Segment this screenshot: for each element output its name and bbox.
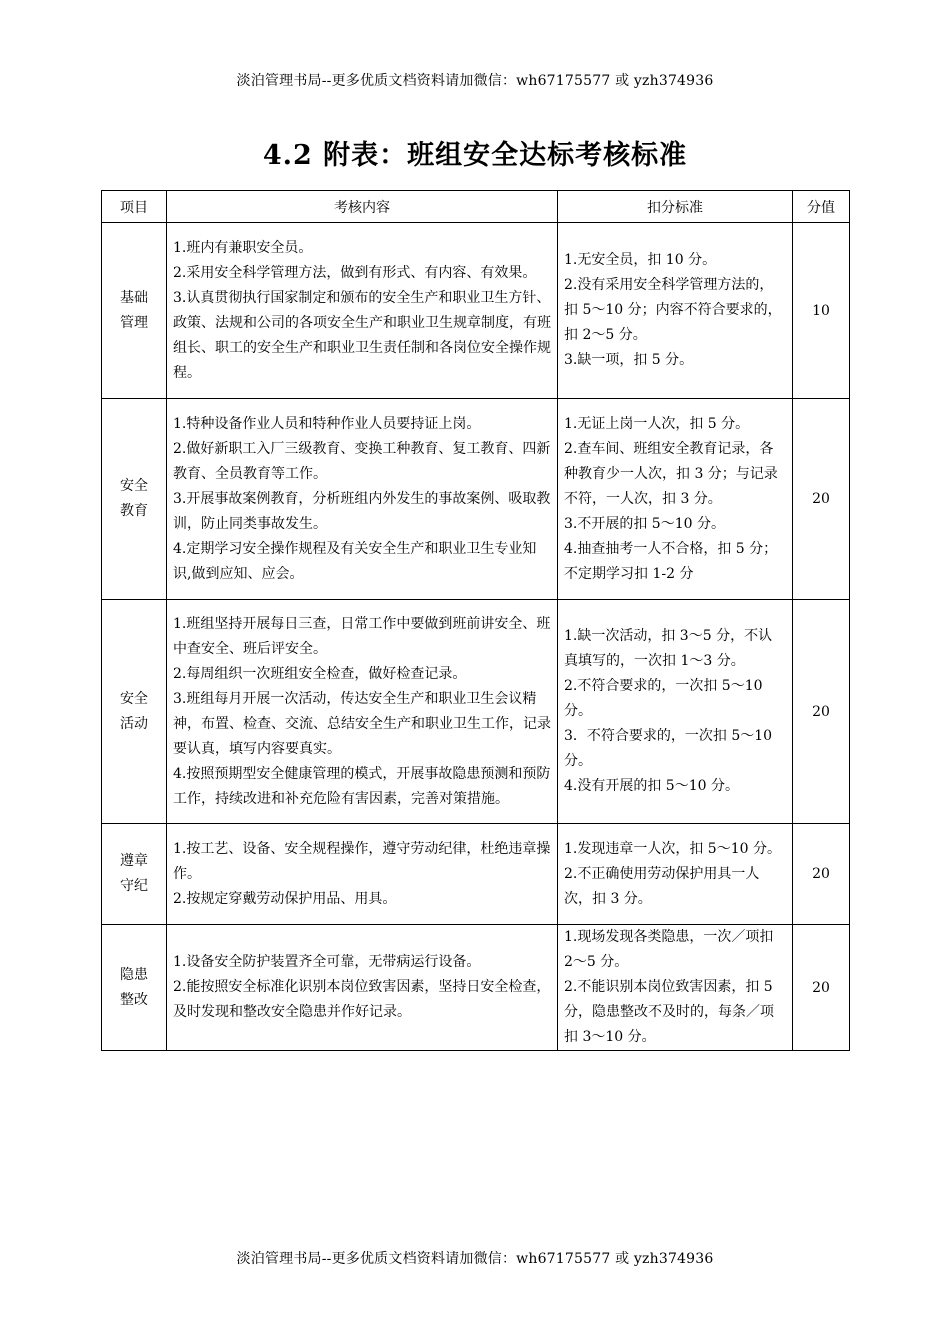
content-line: 2.采用安全科学管理方法，做到有形式、有内容、有效果。 bbox=[173, 264, 537, 281]
content-line: 1.特种设备作业人员和特种作业人员要持证上岗。 bbox=[173, 415, 481, 432]
content-line: 4.按照预期型安全健康管理的模式，开展事故隐患预测和预防工作，持续改进和补充危险有害因素，完善对策措施。 bbox=[173, 765, 551, 807]
row-item bbox=[102, 600, 167, 824]
content-line: 2.能按照安全标准化识别本岗位致害因素，坚持日安全检查，及时发现和整改安全隐患并作好记录。 bbox=[173, 979, 551, 1020]
row-item-line: 教育 bbox=[120, 503, 148, 519]
row-content bbox=[167, 600, 558, 824]
row-deduction bbox=[558, 600, 793, 824]
content-line: 1.按工艺、设备、安全规程操作，遵守劳动纪律，杜绝违章操作。 bbox=[173, 840, 551, 882]
column-header-score: 分值 bbox=[793, 191, 850, 223]
row-content bbox=[167, 223, 558, 399]
column-header-deduction: 扣分标准 bbox=[558, 191, 793, 223]
row-score: 20 bbox=[793, 399, 850, 600]
row-content bbox=[167, 925, 558, 1051]
deduction-line: 1.现场发现各类隐患，一次／项扣 2～5 分。 bbox=[564, 929, 774, 970]
content-line: 2.每周组织一次班组安全检查，做好检查记录。 bbox=[173, 665, 467, 682]
content-line: 1.设备安全防护装置齐全可靠，无带病运行设备。 bbox=[173, 954, 481, 970]
row-item-line: 管理 bbox=[120, 314, 148, 331]
row-item-line: 安全 bbox=[120, 690, 148, 707]
row-score: 20 bbox=[793, 925, 850, 1051]
deduction-line: 2.不符合要求的，一次扣 5～10 分。 bbox=[564, 678, 763, 719]
deduction-line: 3．不符合要求的，一次扣 5～10 分。 bbox=[564, 728, 773, 769]
row-item-line: 基础 bbox=[120, 289, 148, 306]
content-line: 3.认真贯彻执行国家制定和颁布的安全生产和职业卫生方针、政策、法规和公司的各项安全生产和职业卫生规章制度，有班组长、职工的安全生产和职业卫生责任制和各岗位安全操作规程。 bbox=[173, 289, 551, 381]
deduction-line: 4.没有开展的扣 5～10 分。 bbox=[564, 778, 739, 794]
deduction-line: 2.没有采用安全科学管理方法的，扣 5～10 分；内容不符合要求的，扣 2～5 分。 bbox=[564, 277, 782, 343]
deduction-line: 2.不能识别本岗位致害因素，扣 5 分，隐患整改不及时的，每条／项扣 3～10 分。 bbox=[564, 979, 774, 1045]
row-item-line: 守纪 bbox=[120, 878, 148, 894]
row-item bbox=[102, 824, 167, 925]
row-item-line: 隐患 bbox=[120, 966, 148, 983]
row-deduction bbox=[558, 925, 793, 1051]
row-score: 10 bbox=[793, 223, 850, 399]
table-row bbox=[102, 399, 850, 600]
document-title: 4.2 附表：班组安全达标考核标准 bbox=[262, 140, 688, 171]
row-score: 20 bbox=[793, 824, 850, 925]
row-deduction bbox=[558, 824, 793, 925]
column-header-item: 项目 bbox=[102, 191, 167, 223]
content-line: 2.做好新职工入厂三级教育、变换工种教育、复工教育、四新教育、全员教育等工作。 bbox=[173, 440, 551, 482]
row-deduction bbox=[558, 223, 793, 399]
row-content bbox=[167, 824, 558, 925]
table-row bbox=[102, 925, 850, 1051]
row-item-line: 安全 bbox=[120, 478, 148, 494]
deduction-line: 2.不正确使用劳动保护用具一人次，扣 3 分。 bbox=[564, 865, 760, 907]
row-item bbox=[102, 399, 167, 600]
deduction-line: 1.无证上岗一人次，扣 5 分。 bbox=[564, 415, 750, 432]
row-item-line: 活动 bbox=[120, 715, 148, 732]
row-item-line: 整改 bbox=[120, 991, 148, 1008]
deduction-line: 1.缺一次活动，扣 3～5 分，不认真填写的，一次扣 1～3 分。 bbox=[564, 628, 773, 669]
deduction-line: 1.发现违章一人次，扣 5～10 分。 bbox=[564, 840, 781, 857]
content-line: 3.开展事故案例教育，分析班组内外发生的事故案例、吸取教训，防止同类事故发生。 bbox=[173, 490, 551, 532]
page-footer: 淡泊管理书局--更多优质文档资料请加微信：wh67175577 或 yzh374936 bbox=[236, 1251, 714, 1267]
row-item bbox=[102, 223, 167, 399]
row-score: 20 bbox=[793, 600, 850, 824]
page-header: 淡泊管理书局--更多优质文档资料请加微信：wh67175577 或 yzh374936 bbox=[236, 73, 714, 89]
table-header-row bbox=[102, 191, 850, 223]
table-row bbox=[102, 824, 850, 925]
content-line: 3.班组每月开展一次活动，传达安全生产和职业卫生会议精神，布置、检查、交流、总结安全生产和职业卫生工作，记录要认真，填写内容要真实。 bbox=[173, 690, 551, 757]
column-header-content: 考核内容 bbox=[167, 191, 558, 223]
table-row bbox=[102, 223, 850, 399]
row-item-line: 遵章 bbox=[120, 853, 148, 869]
deduction-line: 3.不开展的扣 5～10 分。 bbox=[564, 515, 725, 532]
table-row bbox=[102, 600, 850, 824]
content-line: 2.按规定穿戴劳动保护用品、用具。 bbox=[173, 890, 397, 907]
content-line: 4.定期学习安全操作规程及有关安全生产和职业卫生专业知识,做到应知、应会。 bbox=[173, 540, 537, 582]
deduction-line: 1.无安全员，扣 10 分。 bbox=[564, 252, 717, 268]
deduction-line: 3.缺一项，扣 5 分。 bbox=[564, 352, 694, 368]
row-item bbox=[102, 925, 167, 1051]
deduction-line: 2.查车间、班组安全教育记录，各种教育少一人次，扣 3 分；与记录不符，一人次，扣 3 分。 bbox=[564, 440, 778, 507]
content-line: 1.班内有兼职安全员。 bbox=[173, 239, 313, 256]
deduction-line: 4.抽查抽考一人不合格，扣 5 分；不定期学习扣 1-2 分 bbox=[564, 540, 778, 582]
assessment-table bbox=[101, 190, 850, 1051]
content-line: 1.班组坚持开展每日三查，日常工作中要做到班前讲安全、班中查安全、班后评安全。 bbox=[173, 615, 551, 657]
row-content bbox=[167, 399, 558, 600]
row-deduction bbox=[558, 399, 793, 600]
